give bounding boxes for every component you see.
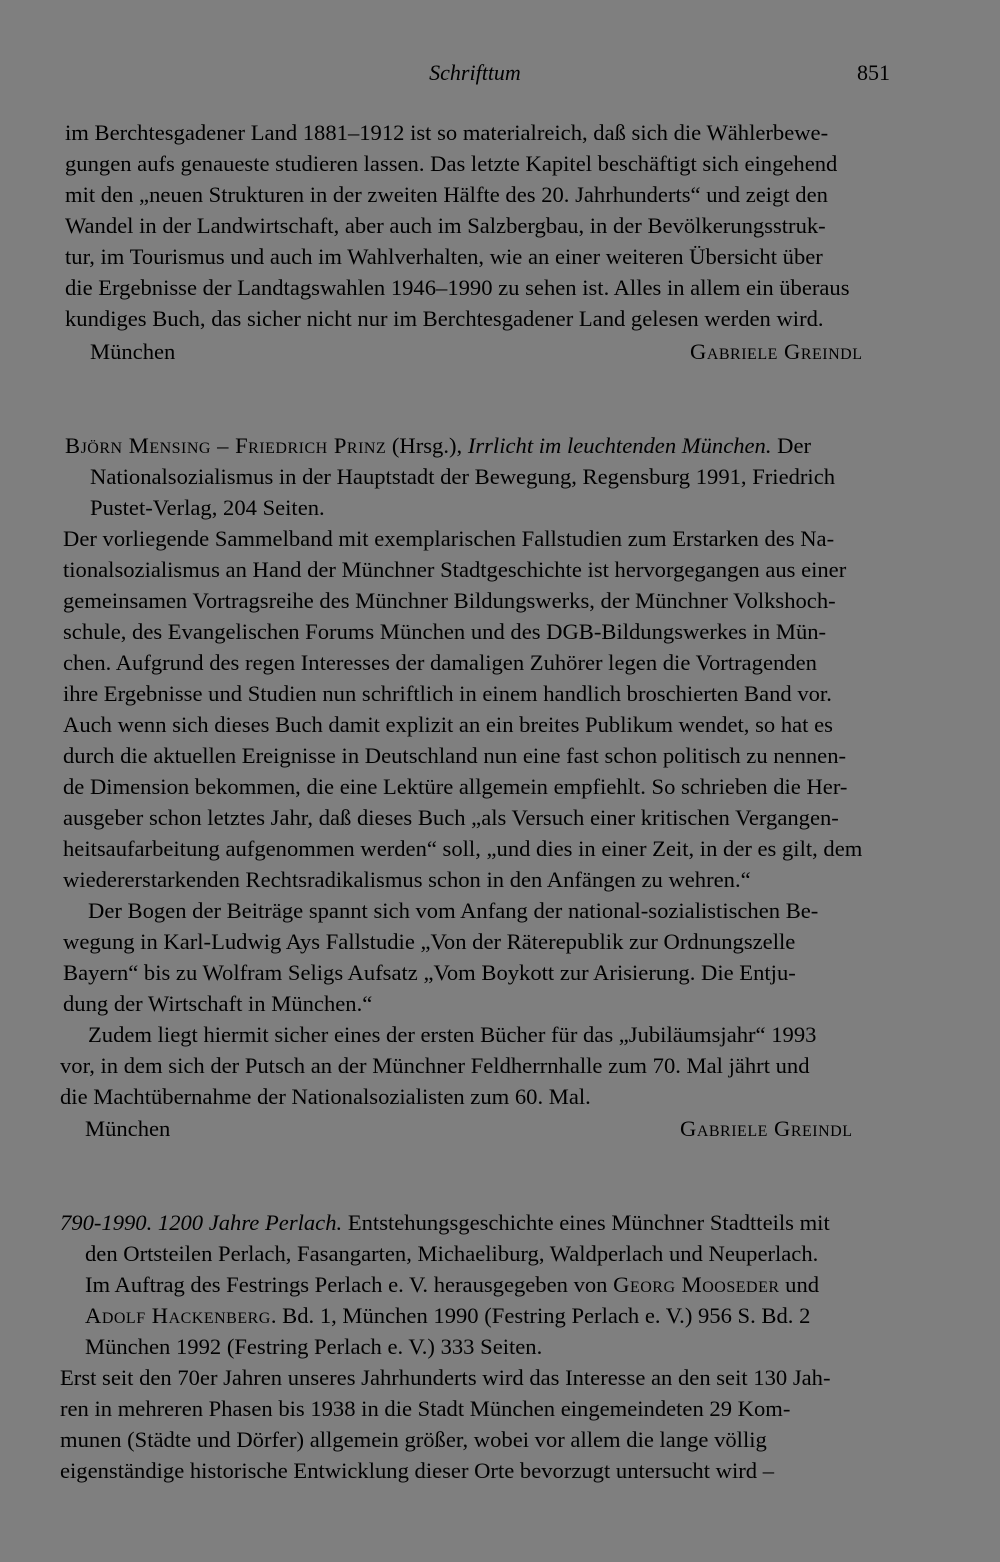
text-line: schule, des Evangelischen Forums München und des DGB-Bildungswerkes in Mün- (63, 619, 827, 644)
text-line: Zudem liegt hiermit sicher eines der ersten Bücher für das „Jubiläumsjahr“ 1993 (88, 1022, 817, 1047)
citation-line: den Ortsteilen Perlach, Fasangarten, Michaeliburg, Waldperlach und Neuperlach. (85, 1241, 819, 1266)
text-line: kundiges Buch, das sicher nicht nur im Berchtesgadener Land gelesen werden wird. (65, 306, 824, 331)
review-place: München (85, 1116, 171, 1141)
text-line: gungen aufs genaueste studieren lassen. Das letzte Kapitel beschäftigt sich eingehend (65, 151, 838, 176)
citation-line (0, 430, 1000, 461)
text-line: Wandel in der Landwirtschaft, aber auch im Salzbergbau, in der Bevölkerungsstruk- (65, 213, 826, 238)
text-line: im Berchtesgadener Land 1881–1912 ist so materialreich, daß sich die Wählerbewe- (65, 120, 829, 145)
text-line: Erst seit den 70er Jahren unseres Jahrhunderts wird das Interesse an den seit 130 Jah- (60, 1365, 831, 1390)
citation-line (0, 1207, 1000, 1238)
review-place: München (90, 339, 176, 364)
citation-text: Entstehungsgeschichte eines Münchner Stadtteils mit (342, 1210, 830, 1235)
citation-line (0, 1269, 1000, 1300)
text-line: heitsaufarbeitung aufgenommen werden“ soll, „und dies in einer Zeit, in der es gilt, dem (63, 836, 863, 861)
text-line: die Machtübernahme der Nationalsozialisten zum 60. Mal. (60, 1084, 591, 1109)
citation-hrsg: (Hrsg.), (386, 433, 468, 458)
citation-text: . Bd. 1, München 1990 (Festring Perlach e. V.) 956 S. Bd. 2 (270, 1303, 811, 1328)
text-line: Der Bogen der Beiträge spannt sich vom Anfang der national-sozialistischen Be- (88, 898, 819, 923)
review-author: Gabriele Greindl (680, 1116, 853, 1141)
text-line: ausgeber schon letztes Jahr, daß dieses Buch „als Versuch einer kritischen Vergangen- (63, 805, 839, 830)
text-line: vor, in dem sich der Putsch an der Münchner Feldherrnhalle zum 70. Mal jährt und (60, 1053, 810, 1078)
citation-line: Nationalsozialismus in der Hauptstadt der Bewegung, Regensburg 1991, Friedrich (90, 464, 836, 489)
text-line: Auch wenn sich dieses Buch damit explizit an ein breites Publikum wendet, so hat es (63, 712, 833, 737)
citation-line: Pustet-Verlag, 204 Seiten. (90, 495, 325, 520)
citation-text: und (779, 1272, 820, 1297)
citation-text: Der (771, 433, 812, 458)
text-line: ren in mehreren Phasen bis 1938 in die Stadt München eingemeindeten 29 Kom- (60, 1396, 791, 1421)
citation-line (0, 1300, 1000, 1331)
text-line: tionalsozialismus an Hand der Münchner Stadtgeschichte ist hervorgegangen aus einer (63, 557, 847, 582)
text-line: dung der Wirtschaft in München.“ (63, 991, 373, 1016)
citation-title: 790-1990. 1200 Jahre Perlach. (60, 1210, 343, 1235)
text-line: die Ergebnisse der Landtagswahlen 1946–1990 zu sehen ist. Alles in allem ein überaus (65, 275, 850, 300)
page-number: 851 (857, 60, 890, 85)
text-line: mit den „neuen Strukturen in der zweiten Hälfte des 20. Jahrhunderts“ und zeigt den (65, 182, 828, 207)
citation-text: Im Auftrag des Festrings Perlach e. V. herausgegeben von (85, 1272, 614, 1297)
text-line: ihre Ergebnisse und Studien nun schriftlich in einem handlich broschierten Band vor. (63, 681, 832, 706)
running-title: Schrifttum (429, 60, 521, 85)
text-line: gemeinsamen Vortragsreihe des Münchner Bildungswerks, der Münchner Volkshoch- (63, 588, 836, 613)
running-header (60, 60, 890, 90)
citation-editor: Adolf Hackenberg (85, 1303, 271, 1328)
text-line: munen (Städte und Dörfer) allgemein größer, wobei vor allem die lange völlig (60, 1427, 767, 1452)
review-author: Gabriele Greindl (690, 339, 863, 364)
text-line: tur, im Tourismus und auch im Wahlverhalten, wie an einer weiteren Übersicht über (65, 244, 823, 269)
text-line: wegung in Karl-Ludwig Ays Fallstudie „Von der Räterepublik zur Ordnungszelle (63, 929, 796, 954)
text-line: chen. Aufgrund des regen Interesses der damaligen Zuhörer legen die Vortragenden (63, 650, 817, 675)
text-line: Bayern“ bis zu Wolfram Seligs Aufsatz „Vom Boykott zur Arisierung. Die Entju- (63, 960, 796, 985)
text-line: de Dimension bekommen, die eine Lektüre allgemein empfiehlt. So schrieben die Her- (63, 774, 848, 799)
text-line: eigenständige historische Entwicklung dieser Orte bevorzugt untersucht wird – (60, 1458, 775, 1483)
text-line: Der vorliegende Sammelband mit exemplarischen Fallstudien zum Erstarken des Na- (63, 526, 835, 551)
text-line: durch die aktuellen Ereignisse in Deutschland nun eine fast schon politisch zu nennen- (63, 743, 847, 768)
citation-line: München 1992 (Festring Perlach e. V.) 333 Seiten. (85, 1334, 543, 1359)
citation-authors: Björn Mensing – Friedrich Prinz (65, 433, 387, 458)
text-line: wiedererstarkenden Rechtsradikalismus schon in den Anfängen zu wehren.“ (63, 867, 751, 892)
citation-editor: Georg Mooseder (613, 1272, 780, 1297)
citation-title: Irrlicht im leuchtenden München. (467, 433, 772, 458)
